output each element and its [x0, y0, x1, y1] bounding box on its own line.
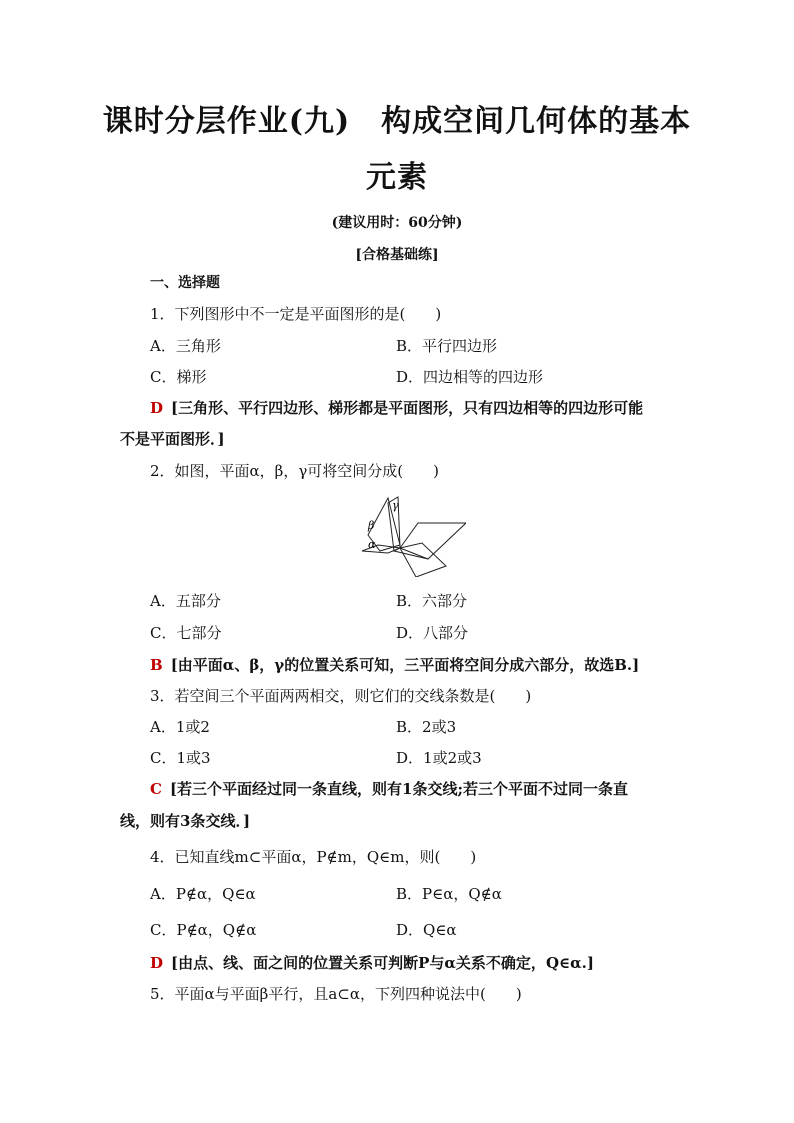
q1-stem: 1．下列图形中不一定是平面图形的是( ) — [150, 305, 442, 323]
q5-stem: 5．平面α与平面β平行，且a⊂α，下列四种说法中( ) — [150, 985, 522, 1003]
beta-label: β — [368, 519, 375, 532]
q4-option-c: C．P∉α，Q∉α — [150, 921, 257, 939]
q1-option-a: A．三角形 — [150, 337, 221, 355]
page-title-line1: 课时分层作业(九) 构成空间几何体的基本 — [102, 104, 692, 139]
q4-stem: 4．已知直线m⊂平面α，P∉m，Q∈m，则( ) — [150, 848, 477, 866]
q2-answer: B — [150, 656, 163, 674]
alpha-label: α — [368, 538, 376, 551]
q3-option-b: B．2或3 — [396, 718, 457, 736]
q4-option-a: A．P∉α，Q∈α — [150, 885, 256, 903]
q1-option-d: D．四边相等的四边形 — [396, 368, 544, 386]
q1-explanation-line1: D [三角形、平行四边形、梯形都是平面图形，只有四边相等的四边形可能 — [150, 399, 644, 417]
q3-explanation-line2: 线，则有3条交线．] — [120, 812, 251, 830]
q1-explanation-line2: 不是平面图形．] — [120, 430, 225, 448]
part-heading: 一、选择题 — [150, 275, 220, 291]
q2-option-c: C．七部分 — [150, 624, 222, 642]
q1-option-b: B．平行四边形 — [396, 337, 498, 355]
q3-answer: C — [150, 780, 162, 798]
q3-option-c: C．1或3 — [150, 749, 211, 767]
q4-answer: D — [150, 954, 164, 972]
section-label: [合格基础练] — [355, 247, 439, 263]
q3-option-a: A．1或2 — [150, 718, 210, 736]
q3-option-d: D．1或2或3 — [396, 749, 482, 767]
q1-answer: D — [150, 399, 164, 417]
q4-explanation-line1: D [由点、线、面之间的位置关系可判断P与α关系不确定，Q∈α.] — [150, 954, 594, 972]
suggested-time: (建议用时：60分钟) — [331, 215, 463, 231]
q2-option-d: D．八部分 — [396, 624, 469, 642]
q4-option-b: B．P∈α，Q∉α — [396, 885, 502, 903]
q3-stem: 3．若空间三个平面两两相交，则它们的交线条数是( ) — [150, 687, 532, 705]
q3-explanation-line1: C [若三个平面经过同一条直线，则有1条交线;若三个平面不过同一条直 — [150, 780, 629, 798]
gamma-label: γ — [392, 499, 399, 512]
q2-option-b: B．六部分 — [396, 592, 468, 610]
q2-explanation-line1: B [由平面α、β，γ的位置关系可知，三平面将空间分成六部分，故选B.] — [150, 656, 640, 674]
planes-figure — [358, 493, 466, 577]
q2-stem: 2．如图，平面α，β，γ可将空间分成( ) — [150, 462, 440, 480]
q4-option-d: D．Q∈α — [396, 921, 457, 939]
q1-option-c: C．梯形 — [150, 368, 207, 386]
page-title-line2: 元素 — [366, 160, 428, 195]
q2-option-a: A．五部分 — [150, 592, 221, 610]
